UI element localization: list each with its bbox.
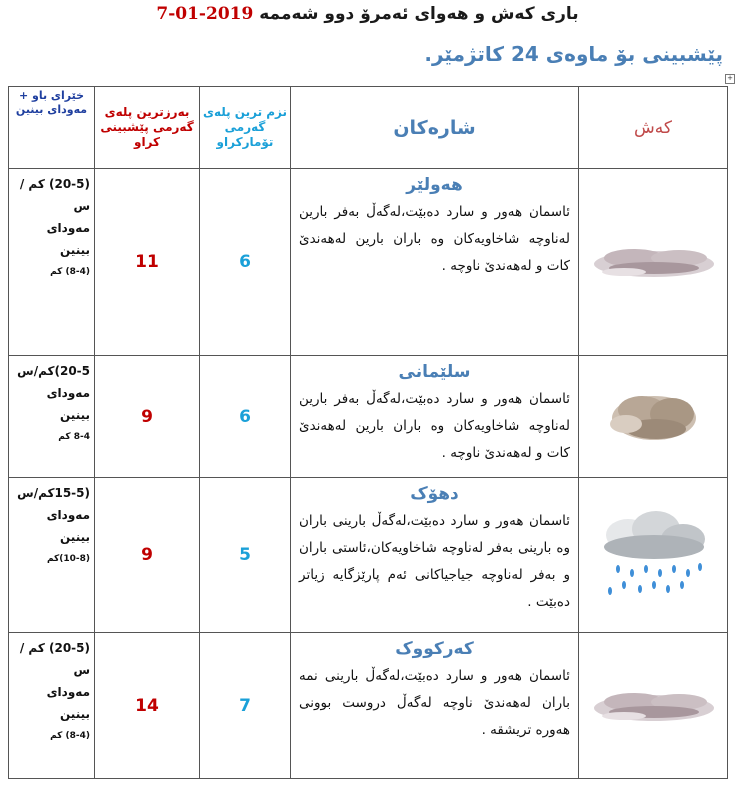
wind-cell [9,633,95,779]
max-temp-value: 9 [95,478,200,633]
header-wind: خێرای باو + مەودای بینین [9,87,95,169]
wind-cell [9,478,95,633]
wind-speed: 20-5)کم/س [17,364,90,378]
wind-cell [9,169,95,356]
city-description: ئاسمان هەور و سارد دەبێت،لەگەڵ بارینی باران وە بارینی بەفر لەناوچە شاخاویەکان،ئاستی باران و بەفر لەناوچە جیاجیاکانی ئەم پارێزگایە زیاتر دەبێت . [299,513,570,610]
page-title [0,4,735,24]
city-cell [291,478,579,633]
table-row [9,356,728,478]
visibility-value: 8-4 کم [58,432,90,442]
max-temp-value: 11 [95,169,200,356]
min-temp-value: 6 [200,169,291,356]
visibility-value: (8-4) کم [50,267,90,277]
table-header-row [9,87,728,169]
city-cell [291,169,579,356]
visibility-value: (10-8)کم [46,554,90,564]
header-max-temp: بەرزترین پلەی گەرمی پێشبینی کراو [95,87,200,169]
min-temp-value: 5 [200,478,291,633]
dust-cloud-icon [584,374,722,460]
min-temp-value: 7 [200,633,291,779]
header-weather: کەش [579,87,728,169]
city-name: دهۆک [410,484,459,504]
city-description: ئاسمان هەور و سارد دەبێت،لەگەڵ بەفر بارین لەناوچە شاخاویەکان وە باران بارین لەهەندێ کات و لەهەندێ ناوچە . [299,391,570,461]
table-row [9,633,728,779]
visibility-label: مەودای بینین [46,508,90,544]
weather-table [8,86,728,779]
visibility-label: مەودای بینین [46,685,90,721]
table-handle-icon[interactable]: + [725,74,735,84]
cloudy-icon [584,214,722,310]
wind-speed: (15-5کم/س [17,486,90,500]
wind-speed: (20-5) کم /س [19,177,90,213]
city-name: سلێمانی [398,362,471,382]
wind-cell [9,356,95,478]
max-temp-value: 14 [95,633,200,779]
table-row [9,169,728,356]
title-text: باری کەش و هەوای ئەمرۆ دوو شەممە [259,4,579,24]
min-temp-value: 6 [200,356,291,478]
city-cell [291,633,579,779]
weather-image-cell [579,169,728,356]
wind-speed: (20-5) کم /س [19,641,90,677]
forecast-subtitle: پێشبینی بۆ ماوەی 24 کاتژمێر. [424,42,723,66]
table-row [9,478,728,633]
weather-image-cell [579,633,728,779]
city-name: هەولێر [406,175,463,195]
weather-image-cell [579,356,728,478]
cloudy-icon [584,658,722,754]
weather-image-cell [579,478,728,633]
header-min-temp: نزم ترین پلەی گەرمی تۆمارکراو [200,87,291,169]
visibility-value: (8-4) کم [50,731,90,741]
title-date: 2019-01-7 [156,4,254,24]
city-cell [291,356,579,478]
rain-cloud-icon [588,507,718,603]
header-cities: شارەکان [291,87,579,169]
city-description: ئاسمان هەور و سارد دەبێت،لەگەڵ بارینی نمە باران لەهەندێ ناوچە لەگەڵ دروست بوونی هەورە تریشقە . [299,668,570,738]
city-name: کەرکووک [395,639,474,659]
city-description: ئاسمان هەور و سارد دەبێت،لەگەڵ بەفر بارین لەناوچە شاخاویەکان وە باران بارین لەهەندێ کات و لەهەندێ ناوچە . [299,204,570,274]
max-temp-value: 9 [95,356,200,478]
visibility-label: مەودای بینین [46,386,90,422]
visibility-label: مەودای بینین [46,221,90,257]
